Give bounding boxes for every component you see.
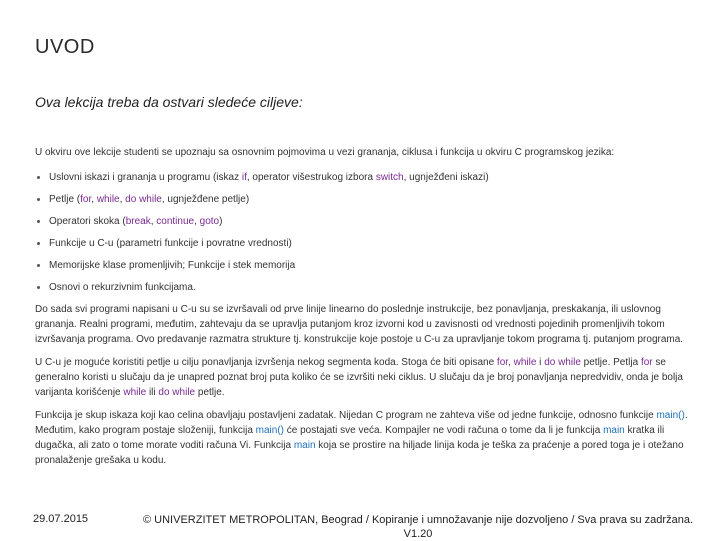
para-text: Funkcija je skup iskaza koji kao celina obavljaju postavljeni zadatak. Nijedan C program ne zahteva više od jedne funkcije, odnosno funkcije	[35, 410, 657, 421]
bullet-text: ,	[150, 216, 157, 227]
slide-title: UVOD	[35, 36, 95, 58]
paragraph-functions	[35, 408, 690, 468]
keyword-do-while: do while	[544, 357, 581, 368]
bullet-text: , ugnježđene petlje)	[161, 194, 250, 205]
keyword-do-while: do while	[125, 194, 162, 205]
keyword-while: while	[96, 194, 120, 205]
keyword-while: while	[123, 387, 147, 398]
keyword-for: for	[640, 357, 653, 368]
keyword-for: for	[496, 357, 509, 368]
bullet-text: , operator višestrukog izbora	[246, 172, 376, 183]
para-text: koja se prostire na hiljade linija koda je teška za praćenje a pored toga je i otežano pronalaženje grešaka u kodu.	[35, 440, 684, 466]
para-text: ili	[146, 387, 159, 398]
para-text: kratka ili dugačka, ali zato o tome morate voditi računa Vi. Funkcija	[35, 425, 665, 451]
para-text: ,	[508, 357, 514, 368]
bullet-text: ,	[91, 194, 97, 205]
objectives-list	[35, 170, 690, 295]
para-text: . Međutim, kako program postaje složeniji, funkcija	[35, 410, 688, 436]
keyword-for: for	[80, 194, 92, 205]
para-text: U C-u je moguće koristiti petlje u cilju ponavljanja izvršenja nekog segmenta koda. Stoga će biti opisane	[35, 357, 497, 368]
list-item	[35, 258, 690, 273]
list-item	[35, 214, 690, 229]
bullet-text: Operatori skoka (	[49, 216, 126, 227]
para-text: petlje. Petlja	[580, 357, 641, 368]
bullet-text: Funkcije u C-u (parametri funkcije i povratne vrednosti)	[49, 238, 292, 249]
keyword-do-while: do while	[158, 387, 196, 398]
keyword-continue: continue	[156, 216, 195, 227]
footer-date: 29.07.2015	[33, 513, 89, 525]
paragraph-control-flow: Do sada svi programi napisani u C-u su se izvršavali od prve linije linearno do poslednje instrukcije, bez ponavljanja, preskakanja, ili uslovnog grananja. Realni programi, međutim, zahtevaju da se upravlja putanjom kroz izvorni kod u zavisnosti od vrednosti pojedinih promenljivih tokom izvršavanja programa. Ovo predavanje razmatra strukture tj. konstrukcije koje postoje u C-u za upravljanje tokom programa tj. putanjom programa.	[35, 304, 684, 345]
footer-copyright: © UNIVERZITET METROPOLITAN, Beograd / Kopiranje i umnožavanje nije dozvoljeno / Sva prava su zadržana. V1.20	[143, 514, 693, 540]
keyword-main: main	[603, 425, 625, 436]
list-item	[35, 236, 690, 251]
bullet-text: ,	[194, 216, 200, 227]
bullet-text: Osnovi o rekurzivnim funkcijama.	[49, 282, 196, 293]
bullet-text: Uslovni iskazi i grananja u programu (iskaz	[49, 172, 242, 183]
bullet-text: Petlje (	[49, 194, 81, 205]
list-item	[35, 170, 690, 185]
bullet-text: ,	[119, 194, 126, 205]
intro-text: U okviru ove lekcije studenti se upoznaju sa osnovnim pojmovima u vezi grananja, ciklusa i funkcija u okviru C programskog jezika:	[35, 147, 615, 158]
paragraph-loops	[35, 355, 690, 400]
bullet-text: , ugnježđeni iskazi)	[403, 172, 489, 183]
list-item	[35, 280, 690, 295]
keyword-main: main()	[656, 410, 685, 421]
bullet-text: )	[219, 216, 223, 227]
keyword-switch: switch	[375, 172, 404, 183]
para-text: će postajati sve veća. Kompajler ne vodi računa o tome da li je funkcija	[284, 425, 604, 436]
slide-content	[35, 145, 690, 476]
keyword-main: main()	[255, 425, 284, 436]
keyword-main: main	[293, 440, 316, 451]
para-text: se generalno koristi u slučaju da je unapred poznat broj puta koliko će se izvršiti neki ciklus. U slučaju da je broj ponavljanja nepredvidiv, onda je bolja varijanta korišćenje	[35, 357, 683, 398]
slide-subtitle: Ova lekcija treba da ostvari sledeće ciljeve:	[35, 94, 303, 110]
keyword-goto: goto	[199, 216, 220, 227]
bullet-text: Memorijske klase promenljivih; Funkcije i stek memorija	[49, 260, 296, 271]
para-text: petlje.	[195, 387, 225, 398]
keyword-if: if	[241, 172, 247, 183]
keyword-while: while	[513, 357, 537, 368]
list-item	[35, 192, 690, 207]
keyword-break: break	[125, 216, 151, 227]
para-text: i	[536, 357, 545, 368]
